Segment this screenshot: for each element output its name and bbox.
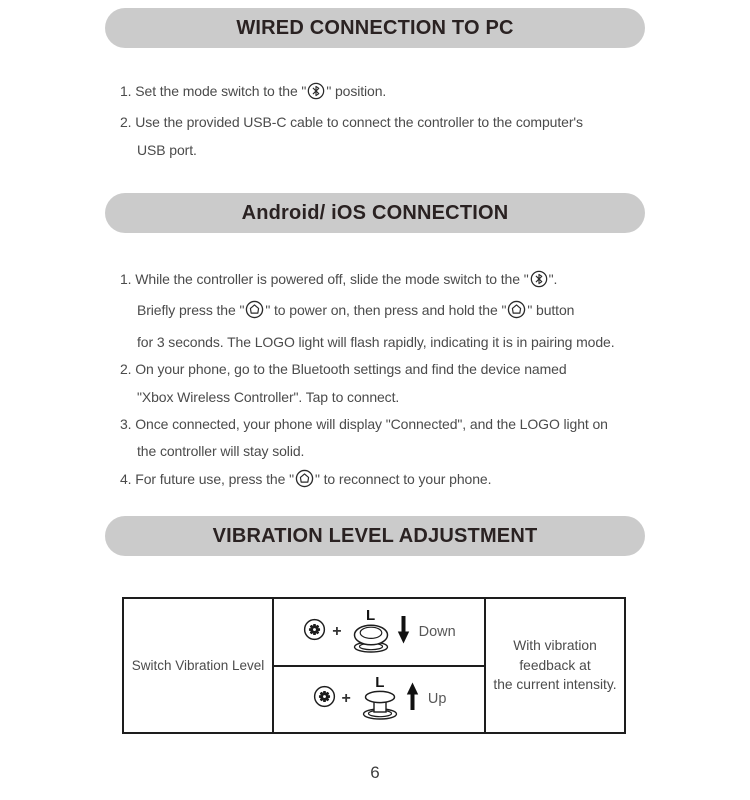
list-item-4: 4. For future use, press the " " to reconnect to your phone.	[120, 466, 680, 497]
list-item-3-cont: the controller will stay solid.	[137, 443, 305, 460]
list-item-1: 1. Set the mode switch to the " " position.	[120, 78, 680, 109]
bluetooth-icon	[307, 82, 325, 109]
joystick-up-glyph	[356, 688, 404, 721]
note-line: feedback at	[519, 657, 591, 673]
wired-instructions	[120, 78, 680, 164]
left-stick-pull-up	[356, 674, 404, 721]
list-item-1-cont: Briefly press the " " to power on, then press and hold the " " button	[120, 297, 680, 328]
left-stick-label: L	[375, 674, 385, 692]
joystick-down-glyph	[347, 621, 395, 654]
section-title: WIRED CONNECTION TO PC	[236, 16, 514, 39]
list-item-1-cont2: for 3 seconds. The LOGO light will flash rapidly, indicating it is in pairing mode.	[137, 333, 615, 350]
home-icon	[507, 300, 526, 328]
gear-icon	[313, 685, 336, 713]
list-item-2: 2. On your phone, go to the Bluetooth settings and find the device named	[120, 361, 567, 378]
list-item-1: 1. While the controller is powered off, slide the mode switch to the " ".	[120, 266, 680, 297]
section-header-vibration	[105, 516, 645, 556]
note-line: With vibration	[513, 638, 597, 654]
section-header-wired	[105, 8, 645, 48]
page-number: 6	[370, 763, 380, 782]
home-icon	[295, 469, 314, 497]
home-icon	[245, 300, 264, 328]
section-title: Android/ iOS CONNECTION	[241, 201, 509, 224]
combo-row-down	[274, 599, 484, 667]
table-cell-feedback-note	[486, 599, 624, 732]
vibration-table	[122, 597, 626, 734]
arrow-down-icon	[397, 615, 410, 649]
list-item-2-cont: "Xbox Wireless Controller". Tap to connect.	[137, 388, 400, 405]
action-label-down: Down	[418, 623, 456, 640]
arrow-up-icon	[406, 682, 419, 716]
table-combo-column	[274, 599, 486, 732]
bluetooth-icon	[530, 270, 548, 297]
left-stick-label: L	[366, 606, 376, 624]
table-cell-switch-vibration: Switch Vibration Level	[124, 599, 274, 732]
section-header-android	[105, 193, 645, 233]
left-stick-press-down	[347, 606, 395, 654]
gear-icon	[303, 618, 326, 646]
combo-row-up	[274, 667, 484, 733]
action-label-up: Up	[427, 691, 447, 708]
plus-sign: +	[332, 622, 342, 640]
note-line: the current intensity.	[493, 677, 617, 693]
android-instructions	[120, 266, 680, 497]
plus-sign: +	[341, 690, 351, 708]
list-item-2-cont: USB port.	[137, 141, 197, 158]
list-item-3: 3. Once connected, your phone will display "Connected", and the LOGO light on	[120, 416, 608, 433]
list-item-2: 2. Use the provided USB-C cable to connect the controller to the computer's	[120, 114, 583, 131]
section-title: VIBRATION LEVEL ADJUSTMENT	[212, 524, 538, 547]
